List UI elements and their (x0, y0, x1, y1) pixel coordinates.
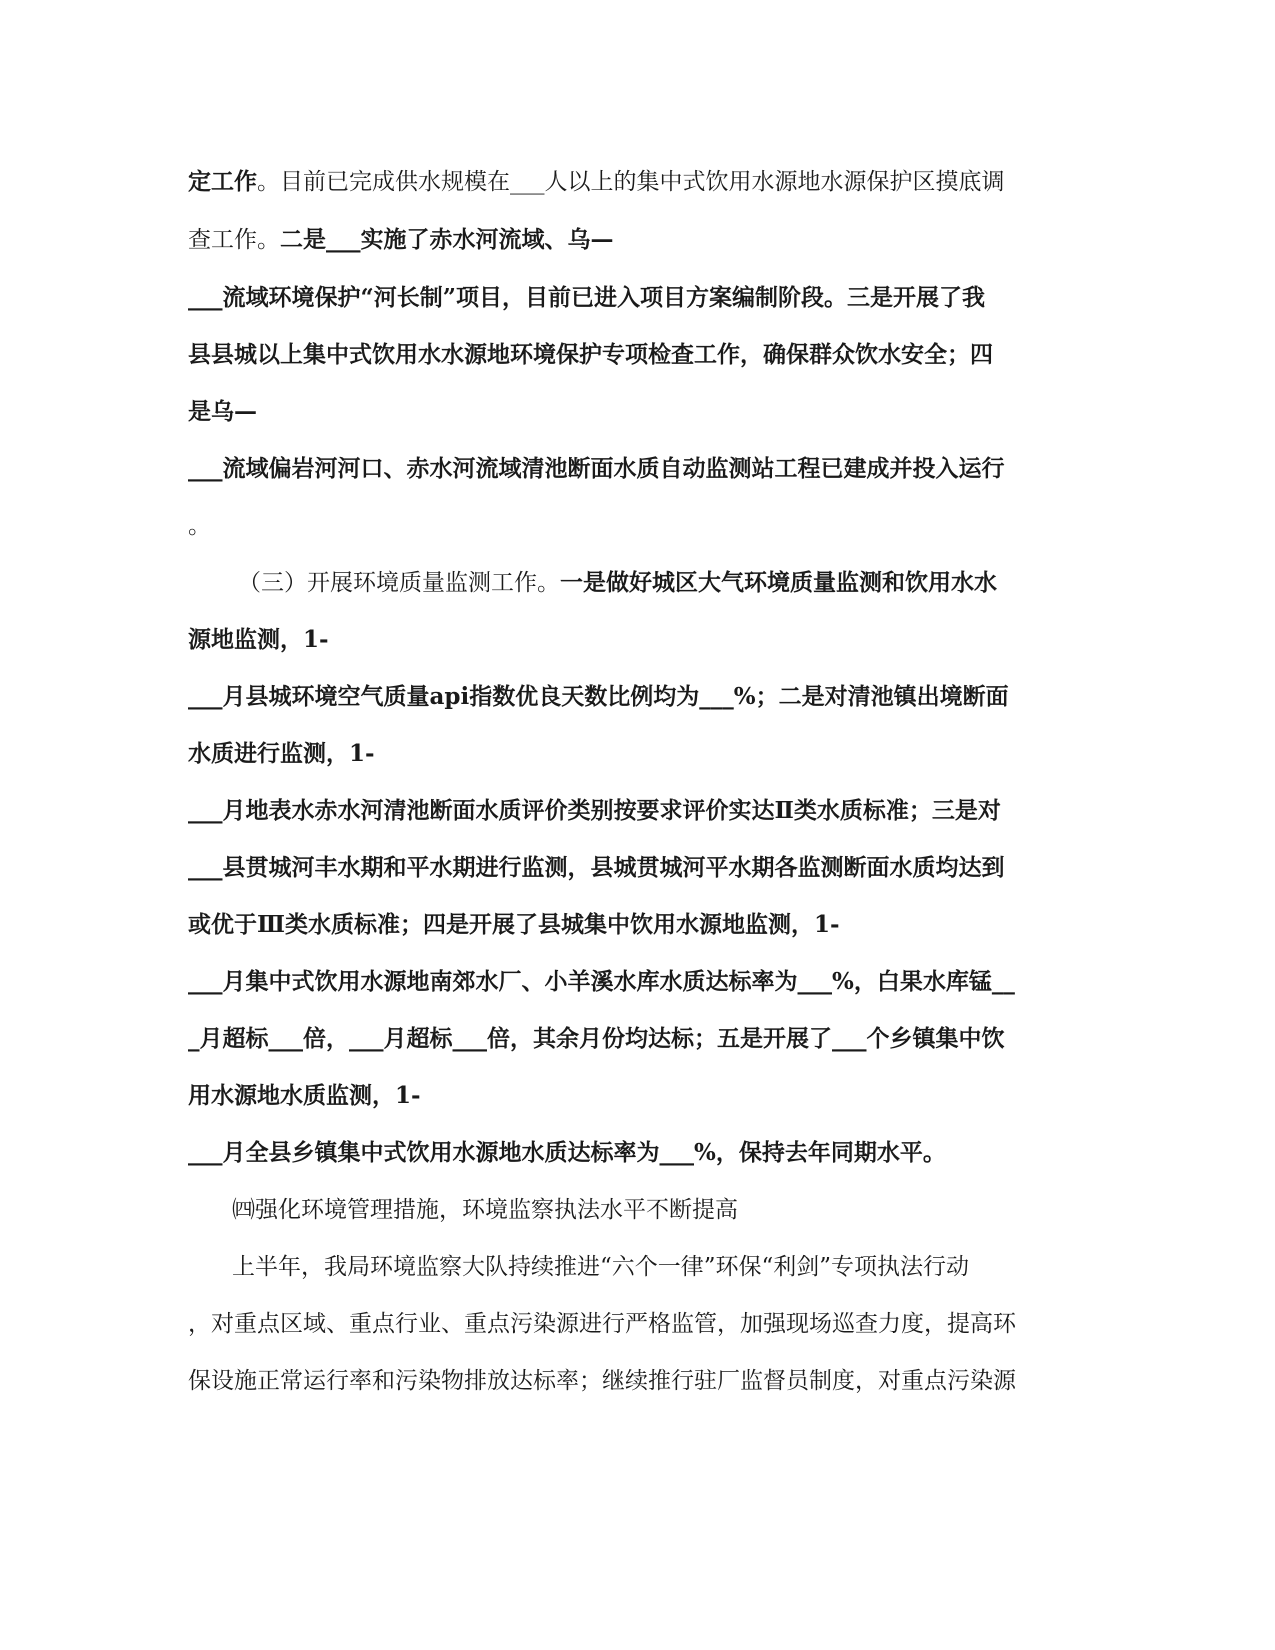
text-run: （三）开展环境质量监测工作。 (238, 570, 560, 596)
text-line (188, 224, 614, 256)
text-run: ___月集中式饮用水源地南郊水厂、小羊溪水库水质达标率为___%，白果水库锰__ (188, 968, 1015, 995)
text-run: ___月县城环境空气质量api指数优良天数比例均为___%；二是对清池镇出境断面 (188, 683, 1009, 710)
text-line (188, 795, 1001, 827)
text-line (232, 1251, 969, 1283)
text-run: 二是___实施了赤水河流域、乌— (280, 226, 614, 253)
text-run: ___流域环境保护“河长制”项目，目前已进入项目方案编制阶段。三是开展了我 (188, 284, 985, 311)
text-run: 或优于Ⅲ类水质标准；四是开展了县城集中饮用水源地监测，1- (188, 911, 840, 938)
text-line (188, 624, 329, 656)
text-run: ㈣强化环境管理措施，环境监察执法水平不断提高 (232, 1197, 738, 1223)
text-line (188, 966, 1015, 998)
text-run: 上半年，我局环境监察大队持续推进“六个一律”环保“利剑”专项执法行动 (232, 1254, 970, 1280)
text-run: 是乌— (188, 398, 257, 425)
text-run: 县县城以上集中式饮用水水源地环境保护专项检查工作，确保群众饮水安全；四 (188, 341, 993, 368)
text-line (188, 1023, 1005, 1055)
text-line (188, 453, 1005, 485)
text-run: 。 (188, 513, 211, 539)
text-line (188, 1308, 1016, 1340)
text-line (188, 282, 985, 314)
text-run: 。目前已完成供水规模在___人以上的集中式饮用水源地水源保护区摸底调 (257, 169, 1005, 195)
text-run: ___县贯城河丰水期和平水期进行监测，县城贯城河平水期各监测断面水质均达到 (188, 854, 1005, 881)
text-run: ___流域偏岩河河口、赤水河流域清池断面水质自动监测站工程已建成并投入运行 (188, 455, 1005, 482)
text-run: ___月全县乡镇集中式饮用水源地水质达标率为___%，保持去年同期水平。 (188, 1139, 946, 1166)
text-line (188, 738, 375, 770)
text-run: ___月地表水赤水河清池断面水质评价类别按要求评价实达Ⅱ类水质标准；三是对 (188, 797, 1001, 824)
text-run: 保设施正常运行率和污染物排放达标率；继续推行驻厂监督员制度，对重点污染源 (188, 1368, 1016, 1394)
text-line (188, 1080, 421, 1112)
text-line (188, 339, 993, 371)
text-line (188, 166, 1005, 198)
section-heading-line (232, 1194, 738, 1226)
text-run: 查工作。 (188, 227, 280, 253)
text-run: 源地监测，1- (188, 626, 329, 653)
text-run: _月超标___倍，___月超标___倍，其余月份均达标；五是开展了___个乡镇集中饮 (188, 1025, 1005, 1052)
text-line (188, 681, 1009, 713)
text-line (188, 909, 840, 941)
text-line (188, 396, 257, 428)
text-run: 定工作 (188, 168, 257, 195)
text-line (188, 1365, 1016, 1397)
section-heading-line (238, 567, 997, 599)
text-line (188, 510, 211, 542)
text-run: 水质进行监测，1- (188, 740, 375, 767)
text-run: ，对重点区域、重点行业、重点污染源进行严格监管，加强现场巡查力度，提高环 (188, 1311, 1016, 1337)
text-line (188, 852, 1005, 884)
text-line (188, 1137, 946, 1169)
text-run: 一是做好城区大气环境质量监测和饮用水水 (560, 569, 997, 596)
text-run: 用水源地水质监测，1- (188, 1082, 421, 1109)
